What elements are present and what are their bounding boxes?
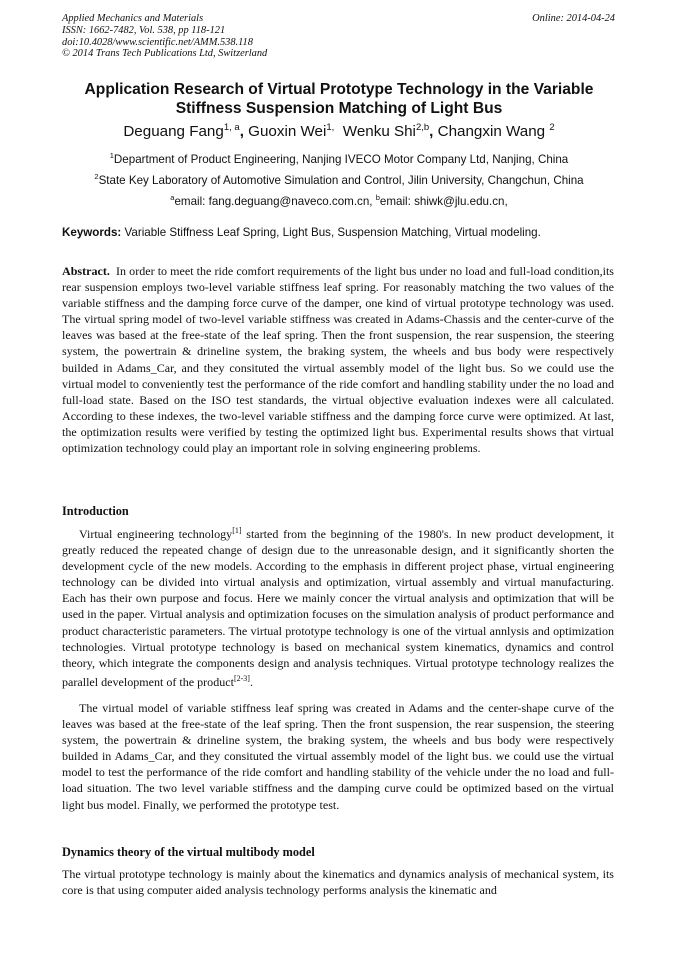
intro-paragraph-2: The virtual model of variable stiffness leaf spring was created in Adams and the center-shape curve of the leaves was based at the free-state of the leaf spring. Then the front suspension, the rear suspension, the steering system, the powertrain & drineline system, the braking system, the wheels and bus body were respectively builded in Adams_Car, and they consituted the virtual assembly model of the light bus. we could use the virtual model to test the performance of the ride comfort and handling stability of the vehicle under the no load and full-load situation. The two level variable stiffness and the damping curve could be optimized based on the virtual light bus model. Finally, we performed the prototype test. xyxy=(62,701,614,812)
paper-title xyxy=(40,80,638,118)
email-b[interactable]: email: shiwk@jlu.edu.cn, xyxy=(379,194,508,208)
journal-copyright: © 2014 Trans Tech Publications Ltd, Switzerland xyxy=(62,48,268,60)
journal-header xyxy=(62,13,267,60)
affiliation-1 xyxy=(40,151,638,166)
abstract xyxy=(62,263,614,456)
author-sup: 2 xyxy=(549,122,555,133)
abstract-text: In order to meet the ride comfort requirements of the light bus under no load and full-load condition,its rear suspension employs two-level variable stiffness leaf spring. For reasonably matching the two values of the variable stiffness and the damping force curve of the damper, one kind of virtual prototype technology was used. The virtual spring model of two-level variable stiffness was created in Adams-Chassis and the center-curve of the leaves was based at the free-state of the leaf spring. Then the front suspension, the rear suspension, the steering system, the powertrain & drineline system, the braking system, the wheels and bus body were respectively builded in Adams_Car, and they consituted the virtual assembly model of the light bus. So we could use the virtual model to conveniently test the performance of the ride comfort and handling stability under the no load and full-load state. Based on the ISO test standards, the virtual objective evaluation indexes were all calculated. According to these indexes, the two-level variable stiffness and the damping force curve were optimized. At last, the optimization results were verified by testing the optimized light bus. Experimental results shows that virtual optimization technology could play an important role in solving engineering problems. xyxy=(62,264,614,456)
keywords xyxy=(62,226,622,239)
affiliation-text: Department of Product Engineering, Nanjing IVECO Motor Company Ltd, Nanjing, China xyxy=(113,152,569,166)
section-heading-dynamics: Dynamics theory of the virtual multibody model xyxy=(62,845,315,859)
affiliation-sup: 1 xyxy=(109,151,114,160)
dynamics-paragraph-1: The virtual prototype technology is mainly about the kinematics and dynamics analysis of mechanical system, its core is that using computer aided analysis technology performs analysis the kinematic and xyxy=(62,867,614,898)
keywords-label: Keywords: xyxy=(62,226,122,239)
email-line xyxy=(40,193,638,208)
email-sup-b: b xyxy=(375,193,380,202)
author-sup: 2,b xyxy=(415,122,430,133)
author-name: Deguang Fang xyxy=(123,123,224,141)
affiliation-text: State Key Laboratory of Automotive Simulation and Control, Jilin University, Changchun, China xyxy=(98,173,584,187)
section-heading-introduction: Introduction xyxy=(62,504,129,518)
affiliation-2 xyxy=(40,172,638,187)
keywords-text: Variable Stiffness Leaf Spring, Light Bus, Suspension Matching, Virtual modeling. xyxy=(124,226,541,239)
author-sup: 1, a xyxy=(223,122,240,133)
intro-text: started from the beginning of the 1980's. In new product development, it greatly reduced the repeated change of design due to the unreasonable design, and it significantly shorten the development cycle of the new models. According to the emphasis in different project phase, virtual engineering technology can be divided into virtual analysis and optimization, virtual assembly and virtual manufacturing. Each has their own purpose and focus. Here we mainly concer the virtual analysis and optimization that will be used in the paper. Virtual analysis and optimization focuses on the simulation analysis of product performance and product characteristic parameters. The virtual prototype technology is one of the virtual annlysis and optimization technologies. Virtual prototype technology is based on mechanical system kinematics, dynamics and control theory, which integrate the components design and analysis techniques. Virtual prototype technology realizes the parallel development of the product xyxy=(62,527,614,689)
citation[interactable]: [2-3] xyxy=(233,673,250,683)
journal-name: Applied Mechanics and Materials xyxy=(62,13,204,24)
title-line-2: Stiffness Suspension Matching of Light Bus xyxy=(175,100,503,117)
intro-paragraph-1 xyxy=(62,523,614,690)
author-name: Changxin Wang xyxy=(437,123,546,141)
author-name: Guoxin Wei xyxy=(248,123,327,141)
email-sup-a: a xyxy=(170,193,175,202)
intro-text: Virtual engineering technology xyxy=(79,527,233,542)
author-sup: 1, xyxy=(326,122,335,133)
author-list: Deguang Fang$^{1, a}$, Guoxin Wei$^{1,}$ Wenku Shi$^{2,b}$, Changxin Wang $^2$ xyxy=(123,122,555,141)
online-date: Online: 2014-04-24 xyxy=(532,13,615,24)
title-line-1: Application Research of Virtual Prototype Technology in the Variable xyxy=(84,81,594,98)
intro-text: . xyxy=(249,674,253,689)
abstract-label: Abstract. xyxy=(62,264,110,278)
affiliation-sup: 2 xyxy=(94,172,99,181)
journal-issn: ISSN: 1662-7482, Vol. 538, pp 118-121 xyxy=(62,24,226,36)
journal-doi: doi:10.4028/www.scientific.net/AMM.538.118 xyxy=(62,36,253,48)
email-a[interactable]: email: fang.deguang@naveco.com.cn, xyxy=(174,194,373,208)
author-name: Wenku Shi xyxy=(342,123,416,141)
citation[interactable]: [1] xyxy=(232,526,242,535)
